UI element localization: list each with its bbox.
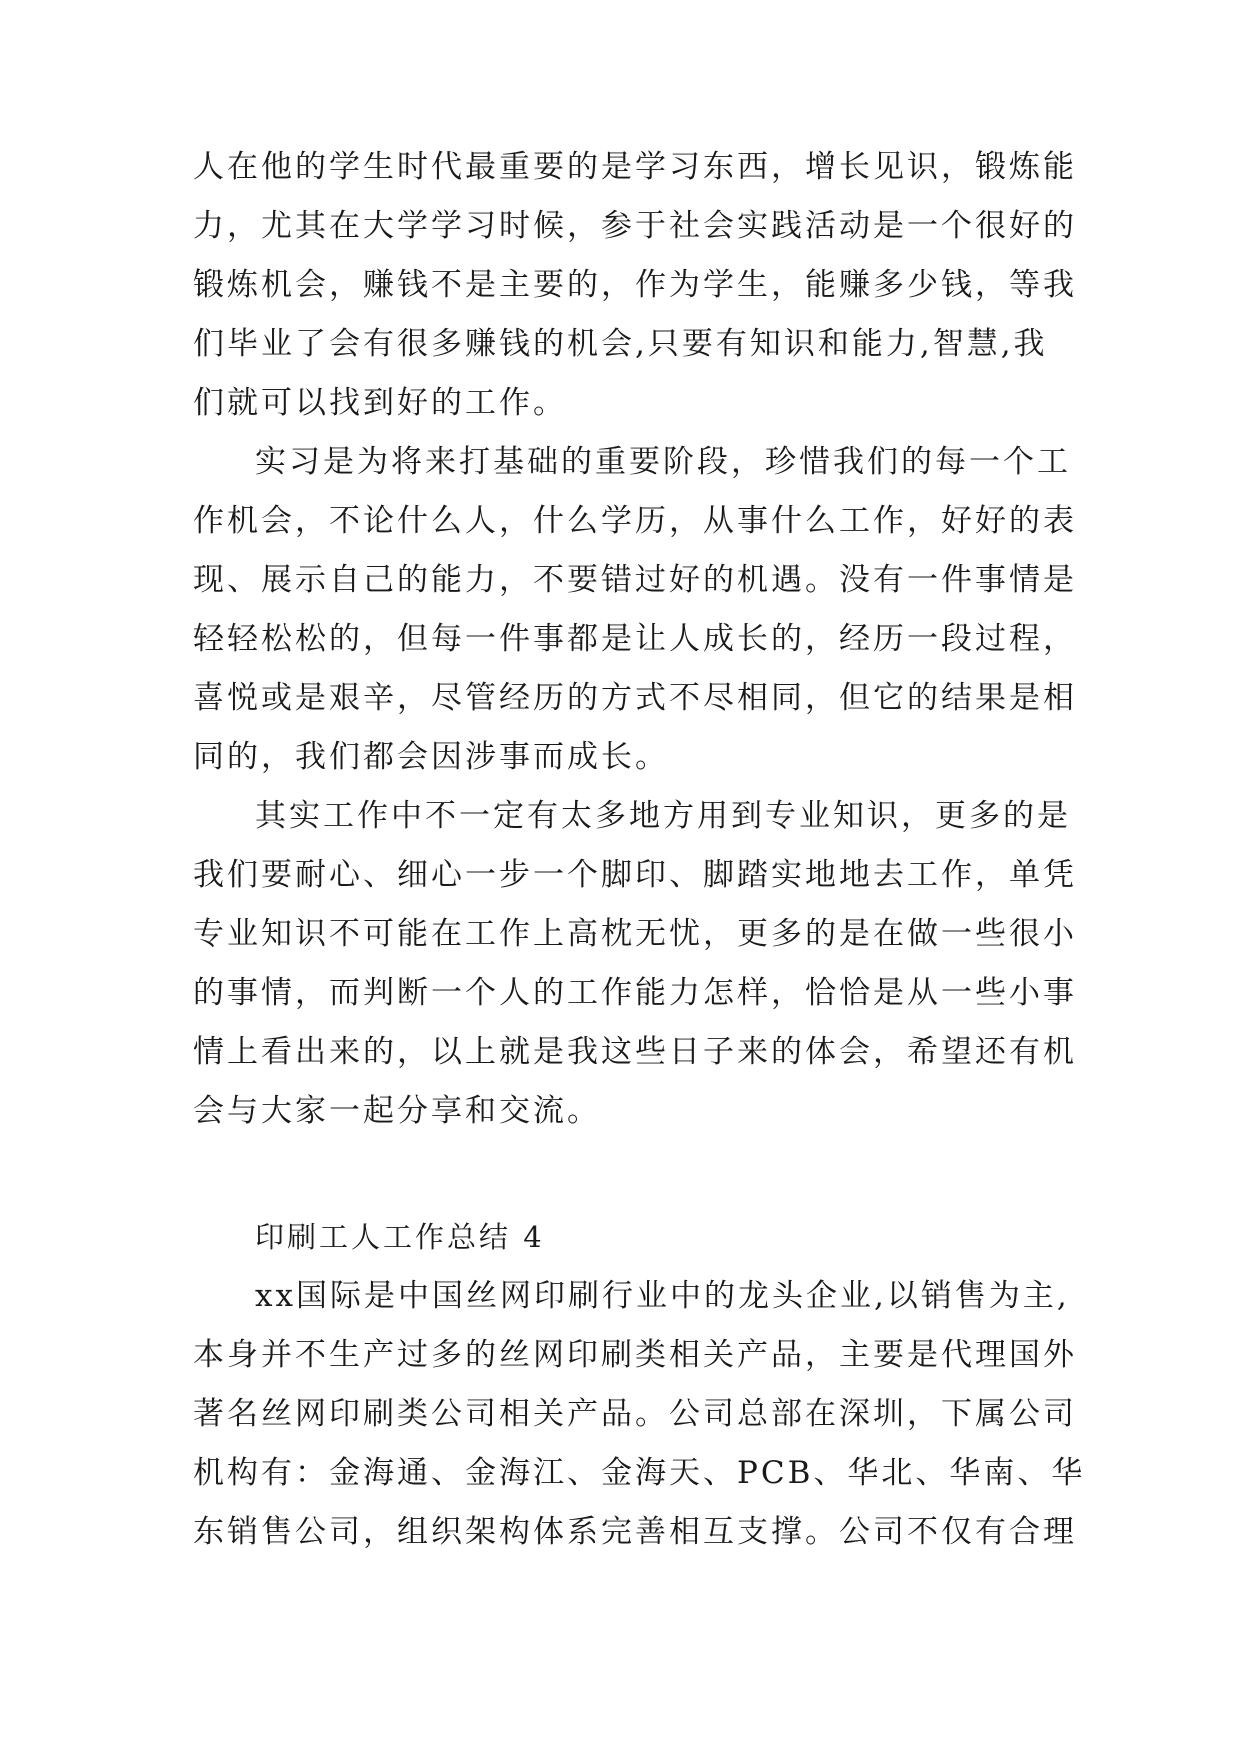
paragraph-line: 喜悦或是艰辛，尽管经历的方式不尽相同，但它的结果是相 [193, 680, 1077, 716]
paragraph-line: 的事情，而判断一个人的工作能力怎样，恰恰是从一些小事 [193, 975, 1077, 1011]
section-heading: 印刷工人工作总结 4 [255, 1220, 545, 1254]
paragraph-line: 本身并不生产过多的丝网印刷类相关产品，主要是代理国外 [193, 1337, 1077, 1373]
paragraph-line: xx国际是中国丝网印刷行业中的龙头企业,以销售为主, [255, 1278, 1070, 1314]
paragraph-line: 们就可以找到好的工作。 [193, 385, 567, 421]
paragraph-line: 其实工作中不一定有太多地方用到专业知识，更多的是 [255, 798, 1071, 834]
paragraph-line: 机构有：金海通、金海江、金海天、PCB、华北、华南、华 [193, 1455, 1086, 1491]
paragraph-line: 们毕业了会有很多赚钱的机会,只要有知识和能力,智慧,我 [193, 326, 1048, 362]
paragraph-line: 情上看出来的，以上就是我这些日子来的体会，希望还有机 [193, 1034, 1077, 1070]
section-paragraph [193, 1267, 1086, 1562]
paragraph-line: 力，尤其在大学学习时候，参于社会实践活动是一个很好的 [193, 208, 1077, 244]
paragraph-line: 作机会，不论什么人，什么学历，从事什么工作，好好的表 [193, 503, 1077, 539]
paragraph-line: 我们要耐心、细心一步一个脚印、脚踏实地地去工作，单凭 [193, 857, 1077, 893]
paragraph-line: 同的，我们都会因涉事而成长。 [193, 739, 669, 775]
paragraph-line: 东销售公司，组织架构体系完善相互支撑。公司不仅有合理 [193, 1514, 1077, 1550]
paragraph-line: 锻炼机会，赚钱不是主要的，作为学生，能赚多少钱，等我 [193, 267, 1077, 303]
paragraph-line: 著名丝网印刷类公司相关产品。公司总部在深圳，下属公司 [193, 1396, 1077, 1432]
paragraph-line: 会与大家一起分享和交流。 [193, 1093, 601, 1129]
paragraph-1 [193, 138, 1077, 433]
paragraph-line: 现、展示自己的能力，不要错过好的机遇。没有一件事情是 [193, 562, 1077, 598]
paragraph-line: 专业知识不可能在工作上高枕无忧，更多的是在做一些很小 [193, 916, 1077, 952]
paragraph-3 [193, 787, 1077, 1141]
paragraph-2 [193, 433, 1077, 846]
paragraph-line: 人在他的学生时代最重要的是学习东西，增长见识，锻炼能 [193, 149, 1077, 185]
paragraph-line: 实习是为将来打基础的重要阶段，珍惜我们的每一个工 [255, 444, 1071, 480]
paragraph-line: 轻轻松松的，但每一件事都是让人成长的，经历一段过程， [193, 621, 1077, 657]
